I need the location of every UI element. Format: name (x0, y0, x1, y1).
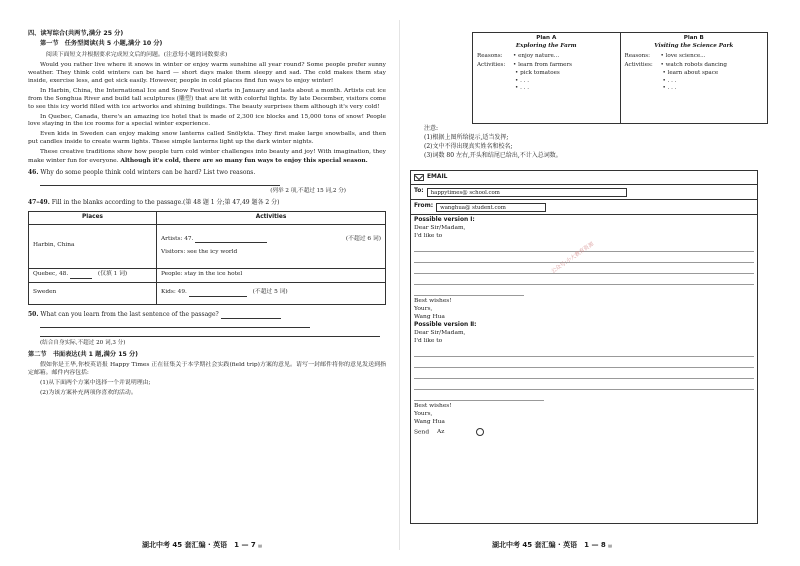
table-row (29, 268, 386, 282)
writing-notes: 注意: (1)根据上图所给提示,适当发挥; (2)文中不得出现真实姓名和校名; (3)词数 80 左右,开头和结尾已给出,不计入总词数。 (424, 125, 562, 159)
activity-cell: People: stay in the ice hotel (157, 268, 386, 282)
table-header-activities: Activities (157, 212, 386, 225)
table-header-places: Places (29, 212, 157, 225)
from-input[interactable]: wanghua@ student.com (436, 203, 546, 212)
plans-table (472, 32, 768, 124)
question-46: 46. Why do some people think cold winters can be hard? List two reasons. (28, 169, 256, 177)
answer-line[interactable] (221, 313, 281, 319)
email-form (410, 170, 758, 524)
activities-table (28, 211, 386, 305)
answer-line[interactable] (40, 177, 280, 186)
footer-right: 湖北中考 45 套汇编 · 英语 1 — 8 ▤ (492, 540, 612, 549)
email-header: EMAIL (411, 171, 757, 185)
q50-note: (结合自身实际,不超过 20 词,3 分) (40, 339, 126, 346)
q46-note: (列举 2 项,不超过 15 词,2 分) (270, 188, 346, 195)
place-cell: Harbin, China (29, 224, 157, 268)
send-button[interactable]: Send (414, 429, 430, 436)
blank-47[interactable] (195, 237, 267, 243)
part2-title: 第二节 书面表达(共 1 题,满分 15 分) (28, 350, 138, 358)
plan-a: Plan A Exploring the Farm Reasons: • enjoy nature... Activities: • learn from farmers • pick tomatoes • . . . • . . . (477, 35, 577, 92)
footer-left: 湖北中考 45 套汇编 · 英语 1 — 7 ▤ (142, 540, 262, 549)
watermark: 公众号:小大教育资源 (550, 241, 596, 276)
blank-48[interactable] (70, 273, 92, 279)
envelope-icon (414, 174, 424, 181)
to-field: To: happytimes@ school.com (411, 185, 757, 200)
writing-requirement: (2)为该方案补充两项你喜欢的活动。 (40, 389, 137, 396)
to-input[interactable]: happytimes@ school.com (427, 188, 627, 197)
section-title: 四、读写综合(共两节,满分 25 分) (28, 30, 124, 37)
passage-paragraph: In Quebec, Canada, there's an amazing ice hotel that is made of 2,300 ice blocks and 15,000 tons of snow! People love staying in the ice rooms for a special winter experience. (28, 113, 386, 128)
passage-paragraph: Would you rather live where it snows in winter or enjoy warm sunshine all year round? Some people prefer sunny weather. They think cold winters can be hard — short days make them sleepy and sad. The cold makes them stay inside, exercise less, and get sick easily. However, people in cold places find fun ways to enjoy winter! (28, 61, 386, 84)
activity-cell: Kids: 49. (不超过 5 词) (157, 282, 386, 304)
question-47-49: 47–49. Fill in the blanks according to the passage.(第 48 题 1 分;第 47,49 题各 2 分) (28, 198, 280, 206)
question-50: 50. What can you learn from the last sentence of the passage? (28, 311, 386, 319)
format-button[interactable]: Az (436, 429, 445, 436)
answer-line[interactable] (40, 319, 310, 328)
place-cell: Quebec, 48. (仅填 1 词) (29, 268, 157, 282)
from-field: From: wanghua@ student.com (411, 200, 757, 215)
part1-title: 第一节 任务型阅读(共 5 小题,满分 10 分) (40, 40, 163, 48)
writing-requirement: (1)从下面两个方案中选择一个并说明理由; (40, 379, 151, 386)
answer-line[interactable] (40, 328, 380, 337)
writing-prompt: 假如你是王华,你校英语报 Happy Times 正在征集关于本学期社会实践(field trip)方案的意见。请写一封邮件将你的意见发送到指定邮箱。邮件内容包括: (28, 361, 386, 376)
blank-49[interactable] (189, 291, 247, 297)
place-cell: Sweden (29, 282, 157, 304)
part1-instruction: 阅读下面短文并根据要求完成短文后的问题。(注意每小题的词数要求) (46, 51, 228, 58)
activity-cell: Artists: 47. (不超过 6 词) Visitors: see the icy world (157, 224, 386, 268)
plan-b: Plan B Visiting the Science Park Reasons: • love science... Activities: • watch robots dancing • learn about space • . . . • . . . (620, 33, 768, 123)
email-body[interactable]: Possible version Ⅰ: Dear Sir/Madam, I'd like to Best wishes! Yours, Wang Hua Possible version Ⅱ: Dear Sir/Madam, I'd like to Best wishes! Yours, Wang Hua Send Az (411, 215, 757, 439)
passage-paragraph: Even kids in Sweden can enjoy making snow lanterns called Snölykta. They first make large snowballs, and then put candles inside to create warm lights. These simple lanterns light up the dark winter nights. (28, 131, 386, 146)
passage-paragraph: In Harbin, China, the International Ice and Snow Festival starts in January and lasts about a month. Artists cut ice from the Songhua River and build tall sculptures (雕塑) that are lit with colorful lights. By late December, visitors come to see this icy world filled with ice artworks and shining buildings. The beauty surprises them although it's very cold! (28, 87, 386, 110)
table-row (29, 224, 386, 268)
passage-last-paragraph: These creative traditions show how people turn cold winter challenges into beauty and joy! With imagination, they make winter fun for everyone. Although it's cold, there are so many fun ways to enjoy this special season. (28, 149, 386, 165)
attach-icon[interactable] (476, 428, 484, 436)
table-row (29, 282, 386, 304)
bold-sentence: Although it's cold, there are so many fun ways to enjoy this special season. (120, 157, 368, 165)
